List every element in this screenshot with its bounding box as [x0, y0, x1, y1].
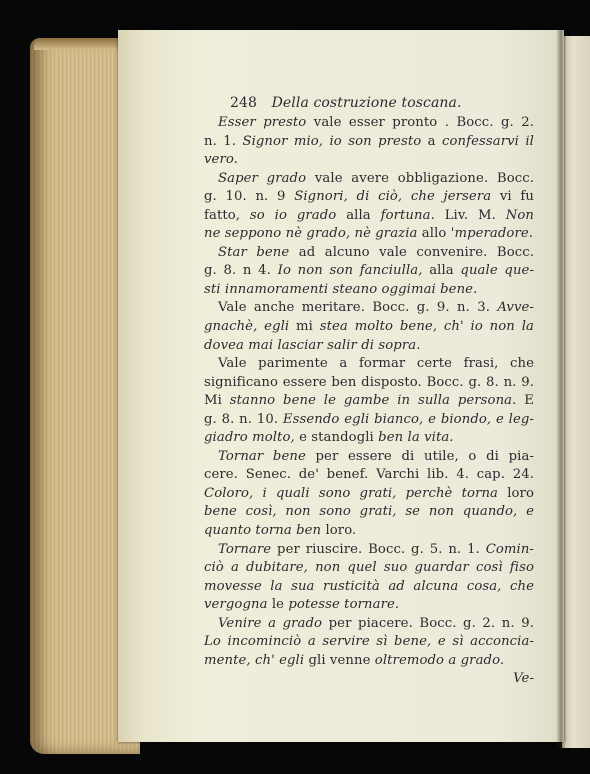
roman-text: vale avere obbligazione. Bocc. [306, 170, 534, 186]
italic-text: confessarvi il [442, 133, 534, 149]
italic-text: Coloro, i quali sono grati, perchè torna [204, 485, 499, 501]
text-line [204, 114, 534, 133]
italic-text: Non [505, 207, 535, 223]
roman-text: loro. [321, 523, 357, 539]
italic-text: oltremodo a grado. [374, 652, 505, 668]
italic-text: vergogna [204, 597, 268, 613]
roman-text: . E [512, 393, 534, 409]
text-line [204, 392, 534, 411]
body-text [204, 114, 534, 689]
roman-text: ad alcuno vale convenire. Bocc. [289, 244, 535, 260]
italic-text: potesse tornare. [288, 597, 400, 613]
italic-text: Saper grado [218, 170, 307, 186]
roman-text: alla [336, 207, 381, 223]
italic-text: sti innamoramenti steano oggimai bene. [204, 281, 478, 297]
page-number: 248 [230, 95, 258, 111]
italic-text: Essendo egli bianco, e biondo, e leg- [282, 411, 534, 427]
roman-text: gli venne [304, 652, 375, 668]
text-line [204, 225, 534, 244]
italic-text: quanto torna ben [204, 523, 322, 539]
roman-text: le [267, 597, 289, 613]
text-line [204, 429, 534, 448]
italic-text: Lo incominciò a servire sì bene, e sì acconcia- [204, 634, 534, 650]
italic-text: stanno bene le gambe in sulla persona [229, 393, 513, 409]
italic-text: Signori, di ciò, che jersera [294, 189, 492, 205]
italic-text: 'mperadore. [450, 226, 534, 242]
italic-text: ne seppono nè grado, nè grazia [204, 226, 418, 242]
roman-text: alla [422, 263, 461, 279]
italic-text: mente, ch' egli [204, 652, 305, 668]
italic-text: Tornar bene [218, 448, 306, 464]
text-line [204, 559, 534, 578]
text-line [204, 615, 534, 634]
italic-text: ciò a dubitare, non quel suo guardar così fiso [204, 560, 534, 576]
gutter-shadow [556, 30, 566, 748]
roman-text: Vale anche meritare. Bocc. g. 9. n. 3. [218, 300, 498, 316]
text-line [204, 503, 534, 522]
italic-text: Star bene [218, 244, 290, 260]
text-line [204, 633, 534, 652]
roman-text: allo [417, 226, 451, 242]
text-line [204, 411, 534, 430]
italic-text: giadro molto, [204, 430, 295, 446]
italic-text: Avve- [497, 300, 534, 316]
text-line [204, 374, 534, 393]
text-line [204, 337, 534, 356]
italic-text: fortuna [380, 207, 431, 223]
roman-text: vale esser pronto . Bocc. g. 2. [306, 115, 535, 130]
roman-text: per essere di utile, o di pia- [305, 448, 534, 464]
text-line [204, 151, 534, 170]
text-line [204, 133, 534, 152]
roman-text: Vale parimente a formar certe frasi, che [218, 356, 534, 372]
text-line [204, 485, 534, 504]
roman-text: per piacere. Bocc. g. 2. n. 9. [322, 615, 534, 631]
text-line [204, 670, 534, 689]
text-line [204, 448, 534, 467]
italic-text: gnachè, egli [204, 319, 290, 335]
running-title: Della costruzione toscana. [271, 95, 462, 111]
italic-text: bene così, non sono grati, se non quando, e [204, 504, 534, 520]
italic-text: Venire a grado [218, 615, 323, 631]
italic-text: Io non son fanciulla, [277, 263, 423, 279]
italic-text: dovea mai lasciar salir di sopra. [204, 337, 421, 353]
roman-text: n. 1. [204, 133, 243, 149]
italic-text: movesse la sua rusticità ad alcuna cosa, che [204, 578, 534, 594]
roman-text: vi fu [491, 189, 535, 205]
text-block [204, 94, 534, 689]
text-line [204, 281, 534, 300]
text-line [204, 541, 534, 560]
roman-text: . Liv. M. [430, 207, 506, 223]
roman-text: g. 8. n 4. [204, 263, 278, 279]
text-line [204, 244, 534, 263]
text-line [204, 466, 534, 485]
roman-text: mi [289, 319, 320, 335]
text-line [204, 652, 534, 671]
roman-text: e standogli [294, 430, 379, 446]
italic-text: Esser presto [218, 115, 307, 130]
italic-text: Signor mio, io son presto [242, 133, 422, 149]
text-line [204, 578, 534, 597]
roman-text: loro [498, 485, 534, 501]
italic-text: quale que- [460, 263, 534, 279]
italic-text: so io grado [249, 207, 337, 223]
italic-text: Ve- [513, 671, 534, 687]
roman-text: per riuscire. Bocc. g. 5. n. 1. [271, 541, 486, 557]
italic-text: Comin- [485, 541, 534, 557]
text-line [204, 355, 534, 374]
roman-text: fatto, [204, 207, 250, 223]
text-line [204, 262, 534, 281]
text-line [204, 596, 534, 615]
roman-text: cere. Senec. de' benef. Varchi lib. 4. cap. 24. [204, 467, 534, 483]
roman-text: significano essere ben disposto. Bocc. g. 8. n. 9. [204, 374, 534, 390]
italic-text: ben la vita. [378, 430, 454, 446]
roman-text: g. 10. n. 9 [204, 189, 295, 205]
text-line [204, 299, 534, 318]
italic-text: Tornare [218, 541, 272, 557]
text-line [204, 522, 534, 541]
running-header [230, 94, 534, 114]
italic-text: stea molto bene, ch' io non la [319, 319, 534, 335]
text-line [204, 170, 534, 189]
roman-text: g. 8. n. 10. [204, 411, 283, 427]
text-line [204, 188, 534, 207]
roman-text: a [421, 133, 442, 149]
italic-text: vero. [204, 152, 238, 168]
roman-text: Mi [204, 393, 230, 409]
text-line [204, 207, 534, 226]
facing-page [562, 36, 590, 748]
text-line [204, 318, 534, 337]
